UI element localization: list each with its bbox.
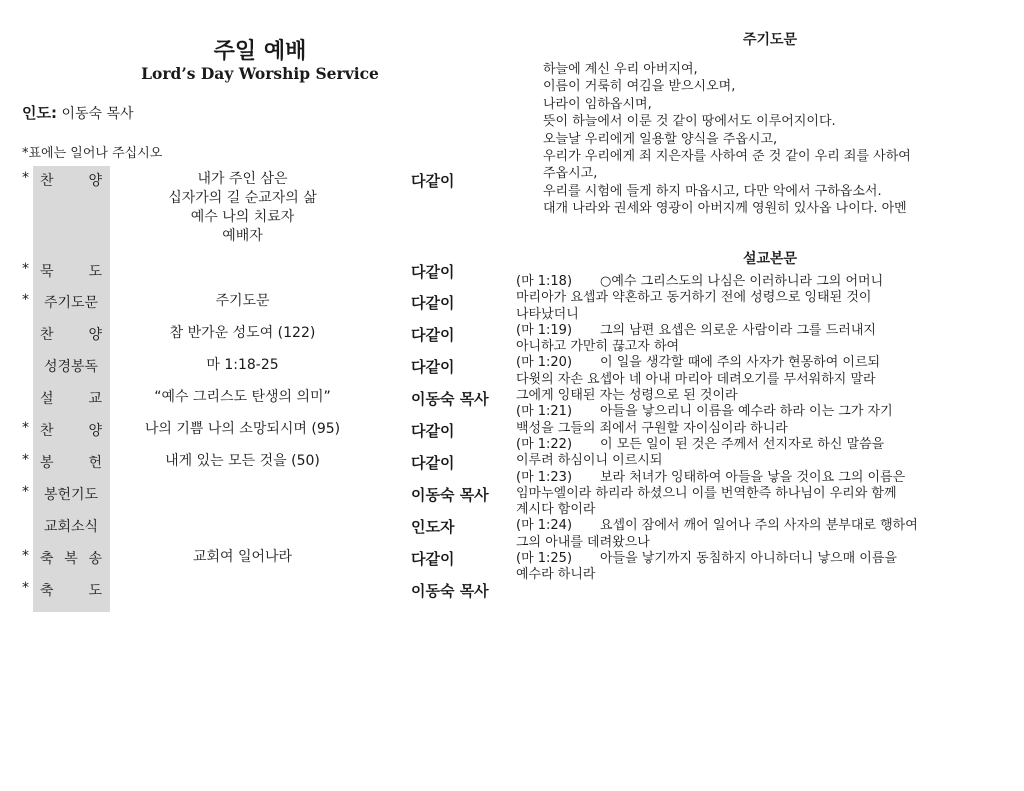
lords-prayer-title: 주기도문 <box>742 32 798 48</box>
verse-text: 보라 처녀가 잉태하여 아들을 낳을 것이요 그의 이름은 <box>600 469 906 485</box>
order-item <box>40 388 102 408</box>
prayer-line: 오늘날 우리에게 일용할 양식을 주옵시고, <box>543 131 778 147</box>
order-item <box>40 420 102 440</box>
order-participant: 인도자 <box>411 518 455 536</box>
prayer-line: 우리가 우리에게 죄 지은자를 사하여 준 것 같이 우리 죄를 사하여 <box>543 149 911 165</box>
order-item <box>40 484 102 504</box>
verse-reference: (마 1:19) <box>516 322 573 338</box>
standing-mark: * <box>22 261 29 277</box>
order-item-text: 양 <box>88 327 102 343</box>
verse-text: 아니하고 가만히 끊고자 하여 <box>516 339 680 355</box>
order-item <box>40 452 102 472</box>
sermon-verses <box>516 274 986 584</box>
lords-prayer-title-wrap <box>660 29 880 49</box>
verse-line <box>516 518 986 534</box>
standing-mark: * <box>22 292 29 308</box>
verse <box>516 355 986 404</box>
order-content-line: 예수 나의 치료자 <box>190 209 295 225</box>
order-content <box>140 356 345 375</box>
verse-line <box>516 404 986 420</box>
verse <box>516 437 986 470</box>
verse-line <box>516 551 986 567</box>
verse-line <box>516 290 986 306</box>
verse-text: 예수라 하니라 <box>516 567 596 583</box>
verse-line <box>516 388 986 404</box>
order-item-text: 찬 <box>40 423 54 439</box>
verse-reference: (마 1:20) <box>516 355 573 371</box>
verse-text: 아들을 낳기까지 동침하지 아니하더니 낳으매 이름을 <box>600 551 897 567</box>
verse-reference: (마 1:24) <box>516 518 573 534</box>
lords-prayer-text <box>543 61 983 218</box>
verse-line <box>516 502 986 518</box>
verse-line <box>516 323 986 339</box>
order-item-text: 성경봉독 <box>43 359 99 375</box>
order-content-line: 참 반가운 성도여 (122) <box>169 325 316 341</box>
order-participant: 다같이 <box>411 263 455 281</box>
verse-reference: (마 1:22) <box>516 436 573 452</box>
sermon-text-title-wrap <box>660 248 880 268</box>
verse-reference: (마 1:25) <box>516 551 573 567</box>
order-participant: 이동숙 목사 <box>411 486 489 504</box>
verse-line <box>516 355 986 371</box>
page-subtitle: Lord’s Day Worship Service <box>141 64 379 83</box>
order-content <box>140 170 345 246</box>
verse-line <box>516 486 986 502</box>
leader-line <box>22 102 134 123</box>
order-item-text: 찬 <box>40 327 54 343</box>
order-content <box>140 548 345 567</box>
prayer-line: 하늘에 계신 우리 아버지여, <box>543 62 698 77</box>
verse-line <box>516 453 986 469</box>
verse-text: 백성을 그들의 죄에서 구원할 자이심이라 하니라 <box>516 420 788 436</box>
order-item-text: 봉헌기도 <box>43 487 99 503</box>
order-item-text: 헌 <box>88 455 102 471</box>
order-content <box>140 452 345 471</box>
order-item-text: 도 <box>88 583 102 599</box>
order-item-text: 양 <box>88 423 102 439</box>
verse-text: 계시다 함이라 <box>516 502 596 518</box>
order-item <box>40 261 102 281</box>
order-content-line: 주기도문 <box>215 293 270 309</box>
order-item-text: 축 <box>40 551 54 567</box>
order-content-line: 나의 기쁨 나의 소망되시며 (95) <box>144 421 341 437</box>
verse-line <box>516 535 986 551</box>
verse <box>516 323 986 356</box>
standing-mark: * <box>22 420 29 436</box>
order-participant: 다같이 <box>411 358 455 376</box>
leader-label: 인도: <box>22 104 57 122</box>
verse-text: 마리아가 요셉과 약혼하고 동거하기 전에 성령으로 잉태된 것이 <box>516 290 872 306</box>
order-content-line: 내가 주인 삼은 <box>197 171 288 187</box>
standing-mark: * <box>22 580 29 596</box>
order-content-line: 교회여 일어나라 <box>192 549 293 565</box>
verse-line <box>516 372 986 388</box>
order-item-text: 설 <box>40 391 54 407</box>
verse-text: 임마누엘이라 하리라 하셨으니 이를 번역한즉 하나님이 우리와 함께 <box>516 485 897 501</box>
verse-text: 아들을 낳으리니 이름을 예수라 하라 이는 그가 자기 <box>600 404 893 420</box>
verse-text: 이루려 하심이니 이르시되 <box>516 453 663 469</box>
order-content-line: 십자가의 길 순교자의 삶 <box>168 190 317 206</box>
order-participant: 다같이 <box>411 454 455 472</box>
order-participant: 다같이 <box>411 422 455 440</box>
standing-mark: * <box>22 548 29 564</box>
verse-text: 나타났더니 <box>516 306 579 322</box>
order-participant: 다같이 <box>411 172 455 190</box>
verse-reference: (마 1:18) <box>516 274 573 289</box>
prayer-line: 우리를 시험에 들게 하지 마옵시고, 다만 악에서 구하옵소서. <box>543 183 882 199</box>
page-title: 주일 예배 <box>213 39 307 64</box>
order-item <box>40 170 102 190</box>
order-item <box>40 356 102 376</box>
standing-note: *표에는 일어나 주십시오 <box>22 146 163 161</box>
order-participant: 이동숙 목사 <box>411 582 489 600</box>
verse-text: 이 모든 일이 된 것은 주께서 선지자로 하신 말씀을 <box>600 436 885 452</box>
standing-mark: * <box>22 170 29 186</box>
order-content-line: 예배자 <box>222 228 263 244</box>
order-item-text: 양 <box>88 173 102 189</box>
verse-line <box>516 274 986 290</box>
order-item-text: 묵 <box>40 264 54 280</box>
prayer-line: 대개 나라와 권세와 영광이 아버지께 영원히 있사옵 나이다. 아멘 <box>543 201 907 217</box>
prayer-line: 주옵시고, <box>543 166 598 182</box>
order-item-text: 복 <box>64 551 78 567</box>
verse-text: 그의 아내를 데려왔으나 <box>516 534 650 550</box>
order-item-text: 봉 <box>40 455 54 471</box>
prayer-line: 이름이 거룩히 여김을 받으시오며, <box>543 79 736 95</box>
sermon-text-title: 설교본문 <box>742 251 798 267</box>
verse-line <box>516 470 986 486</box>
verse-line <box>516 307 986 323</box>
order-content-line: “예수 그리스도 탄생의 의미” <box>154 389 331 405</box>
order-participant: 다같이 <box>411 550 455 568</box>
order-content <box>140 292 345 311</box>
order-item <box>40 324 102 344</box>
order-item <box>40 580 102 600</box>
verse <box>516 404 986 437</box>
verse-reference: (마 1:23) <box>516 469 573 485</box>
verse-text: 요셉이 잠에서 깨어 일어나 주의 사자의 분부대로 행하여 <box>600 518 918 534</box>
verse <box>516 518 986 551</box>
order-participant: 다같이 <box>411 294 455 312</box>
verse <box>516 274 986 323</box>
verse <box>516 551 986 584</box>
order-item-text: 교 <box>88 391 102 407</box>
verse-text: 그의 남편 요셉은 의로운 사람이라 그를 드러내지 <box>600 322 876 338</box>
verse-line <box>516 567 986 583</box>
standing-mark: * <box>22 484 29 500</box>
verse-reference: (마 1:21) <box>516 404 573 420</box>
order-item <box>40 516 102 536</box>
order-item-text: 주기도문 <box>43 295 99 311</box>
verse-text: 그에게 잉태된 자는 성령으로 된 것이라 <box>516 388 738 404</box>
order-content <box>140 420 345 439</box>
order-item-text: 송 <box>88 551 102 567</box>
order-content-line: 내게 있는 모든 것을 (50) <box>165 453 320 469</box>
verse-text: 다윗의 자손 요셉아 네 아내 마리아 데려오기를 무서워하지 말라 <box>516 371 876 387</box>
order-item-text: 축 <box>40 583 54 599</box>
order-content <box>140 388 345 407</box>
verse-line <box>516 421 986 437</box>
verse-line <box>516 437 986 453</box>
order-participant: 이동숙 목사 <box>411 390 489 408</box>
order-content <box>140 324 345 343</box>
order-item <box>40 548 102 568</box>
order-content-line: 마 1:18-25 <box>206 357 279 373</box>
order-item-text: 찬 <box>40 173 54 189</box>
verse-text: 이 일을 생각할 때에 주의 사자가 현몽하여 이르되 <box>600 355 881 371</box>
prayer-line: 뜻이 하늘에서 이룬 것 같이 땅에서도 이루어지이다. <box>543 114 836 130</box>
verse-text: ○예수 그리스도의 나심은 이러하니라 그의 어머니 <box>600 274 884 289</box>
order-participant: 다같이 <box>411 326 455 344</box>
order-item-text: 교회소식 <box>43 519 99 535</box>
verse-line <box>516 339 986 355</box>
standing-mark: * <box>22 452 29 468</box>
order-item-text: 도 <box>88 264 102 280</box>
order-item <box>40 292 102 312</box>
leader-name: 이동숙 목사 <box>61 106 134 122</box>
prayer-line: 나라이 임하옵시며, <box>543 96 652 112</box>
verse <box>516 470 986 519</box>
